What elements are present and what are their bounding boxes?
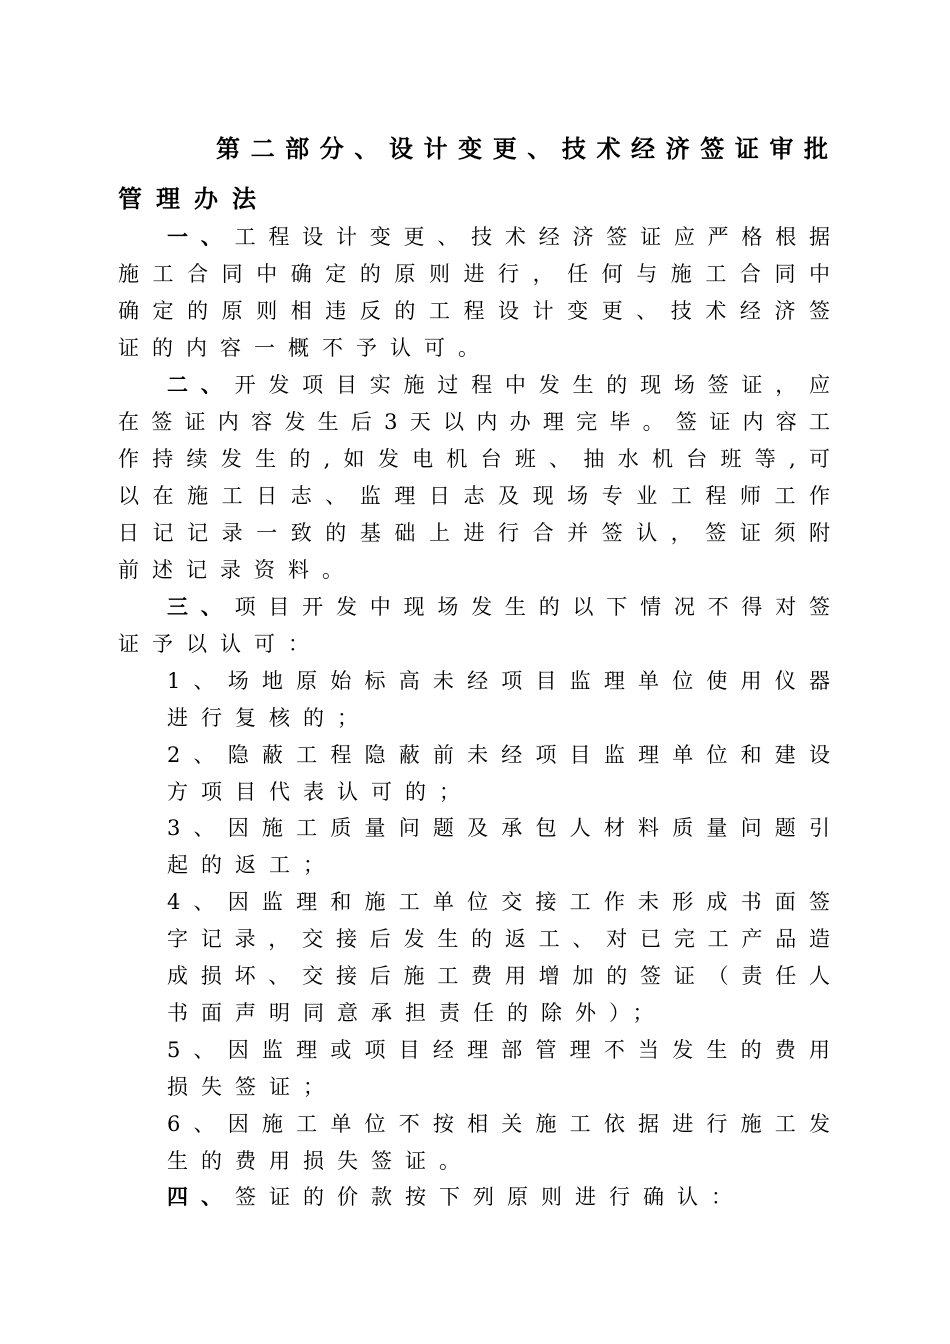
- item-4-line-2: 字记录，交接后发生的返工、对已完工产品造: [167, 927, 830, 951]
- section-1-number: 一、: [167, 224, 235, 249]
- section-4-number: 四、: [167, 1184, 235, 1209]
- section-1-line-1: [167, 224, 830, 250]
- item-6-line-1: 6、因施工单位不按相关施工依据进行施工发: [167, 1112, 830, 1136]
- section-3-line-2: 证予以认可：: [118, 632, 322, 656]
- item-1-line-2: 进行复核的；: [167, 706, 371, 730]
- section-1-line-2: 施工合同中确定的原则进行，任何与施工合同中: [118, 262, 830, 286]
- section-2-line-5: 日记记录一致的基础上进行合并签认，签证须附: [118, 521, 830, 545]
- section-2-number: 二、: [167, 372, 235, 397]
- document-title-line-2: 管理办法: [118, 184, 270, 213]
- item-3-line-2: 起的返工；: [167, 853, 337, 877]
- item-4-line-4: 书面声明同意承担责任的除外）；: [167, 1001, 667, 1025]
- item-4-line-1: 4、因监理和施工单位交接工作未形成书面签: [167, 890, 830, 914]
- section-2-line-4: 以在施工日志、监理日志及现场专业工程师工作: [118, 484, 830, 508]
- section-2-line-1: [167, 372, 830, 398]
- section-2-line-3: 作持续发生的,如发电机台班、抽水机台班等,可: [118, 447, 830, 471]
- item-3-line-1: 3、因施工质量问题及承包人材料质量问题引: [167, 816, 830, 840]
- item-6-line-2: 生的费用损失签证。: [167, 1149, 473, 1173]
- section-4-line-1: [167, 1184, 830, 1210]
- item-5-line-2: 损失签证；: [167, 1075, 337, 1099]
- section-2-text: 开发项目实施过程中发生的现场签证，应: [234, 373, 831, 397]
- item-2-line-1: 2、隐蔽工程隐蔽前未经项目监理单位和建设: [167, 743, 830, 767]
- section-1-line-4: 证的内容一概不予认可。: [118, 336, 492, 360]
- document-title-line-1: 第二部分、设计变更、技术经济签证审批: [216, 134, 828, 163]
- section-3-line-1: [167, 594, 830, 620]
- section-3-text: 项目开发中现场发生的以下情况不得对签: [234, 595, 831, 619]
- section-2-line-6: 前述记录资料。: [118, 558, 356, 582]
- item-2-line-2: 方项目代表认可的；: [167, 780, 473, 804]
- section-1-line-3: 确定的原则相违反的工程设计变更、技术经济签: [118, 299, 830, 323]
- item-5-line-1: 5、因监理或项目经理部管理不当发生的费用: [167, 1038, 830, 1062]
- item-4-line-3: 成损坏、交接后施工费用增加的签证（责任人: [167, 964, 830, 988]
- section-4-text: 签证的价款按下列原则进行确认：: [235, 1185, 745, 1209]
- item-1-line-1: 1、场地原始标高未经项目监理单位使用仪器: [167, 669, 830, 693]
- section-3-number: 三、: [167, 594, 235, 619]
- section-2-line-2: 在签证内容发生后3天以内办理完毕。签证内容工: [118, 410, 830, 434]
- section-1-text: 工程设计变更、技术经济签证应严格根据: [234, 225, 831, 249]
